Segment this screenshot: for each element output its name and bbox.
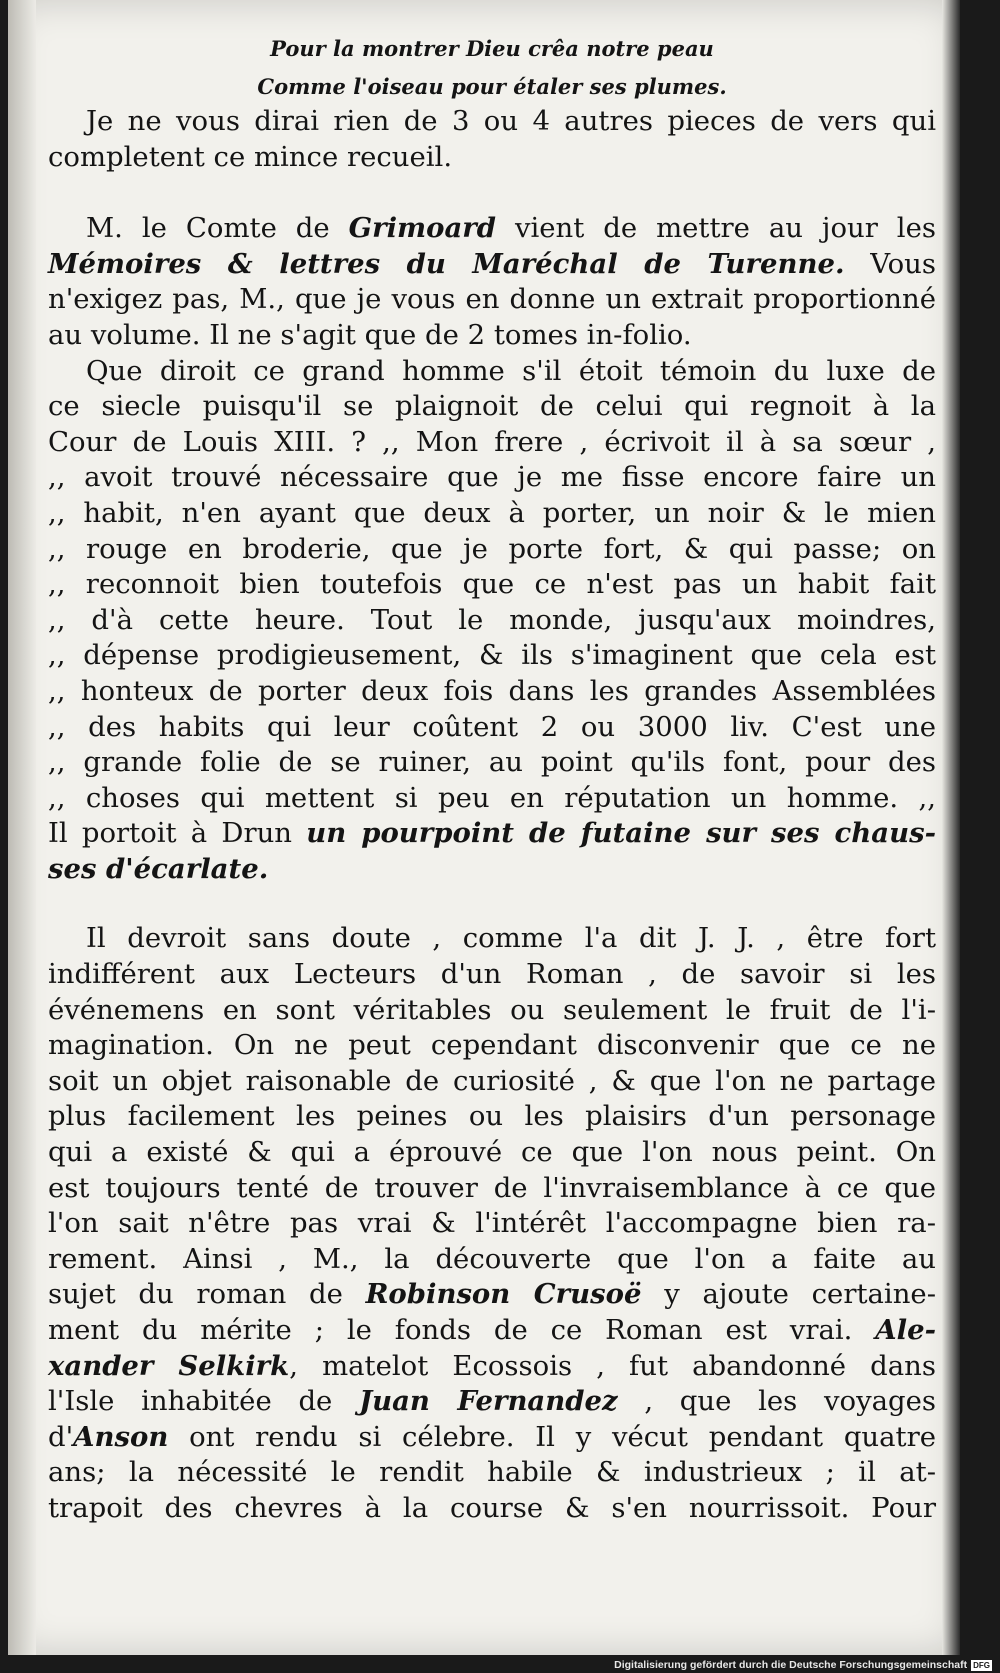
text-line: ses d'écarlate. (48, 852, 269, 885)
text-line: est toujours tenté de trouver de l'invraisemblance à ce que (48, 1171, 936, 1204)
text-line: magination. On ne peut cependant disconvenir que ce ne (48, 1029, 936, 1062)
digitization-credit (614, 1659, 992, 1671)
verse-line-1: Pour la montrer Dieu crêa notre peau (270, 36, 714, 61)
book-title: Mémoires & lettres du Maréchal de Turenne. (48, 247, 845, 280)
page-edge-shadow (942, 0, 960, 1655)
text-line: indifférent aux Lecteurs d'un Roman , de savoir si les (48, 958, 936, 991)
text-line: ,, avoit trouvé nécessaire que je me fisse encore faire un (48, 461, 936, 494)
verse-line-2: Comme l'oiseau pour étaler ses plumes. (257, 74, 727, 99)
author-name: Grimoard (348, 212, 497, 245)
text-line: ,, dépense prodigieusement, & ils s'imaginent que cela est (48, 639, 936, 672)
text-line: ans; la nécessité le rendit habile & industrieux ; il at- (48, 1456, 936, 1489)
text-line: Cour de Louis XIII. ? ,, Mon frere , écrivoit il à sa sœur , (48, 425, 936, 458)
text-line: qui a existé & qui a éprouvé ce que l'on nous peint. On (48, 1136, 936, 1169)
text-line: trapoit des chevres à la course & s'en nourrissoit. Pour (48, 1491, 936, 1524)
dfg-logo: DFG (973, 1660, 990, 1670)
text-line: ,, d'à cette heure. Tout le monde, jusqu'aux moindres, (48, 603, 936, 636)
page-text (48, 30, 936, 1527)
text-line: l'Isle inhabitée de Juan Fernandez , que les voyages (48, 1385, 937, 1418)
text-line: ,, honteux de porter deux fois dans les grandes Assemblées (48, 674, 936, 707)
paragraph-robinson (48, 921, 936, 1526)
text-line: Il devroit sans doute , comme l'a dit J. J. , être fort (86, 922, 936, 955)
paragraph-recueil: Je ne vous dirai rien de 3 ou 4 autres pieces de vers qui completent ce mince recueil. (48, 105, 936, 173)
scanned-page (8, 0, 960, 1655)
text-line: Que diroit ce grand homme s'il étoit témoin du luxe de (86, 354, 936, 387)
page-spine-shadow (8, 0, 36, 1655)
text-line: xander Selkirk, matelot Ecossois , fut abandonné dans (48, 1349, 936, 1382)
text-line: événemens en sont véritables ou seulement le fruit de l'i- (48, 993, 936, 1026)
text-line: ,, reconnoit bien toutefois que ce n'est pas un habit fait (48, 568, 936, 601)
paragraph-turenne: M. le Comte de Grimoard vient de mettre au jour les Mémoires & lettres du Maréchal de Turenne. Vous n'exigez pas, M., que je vous en donne un extrait proportionné au volume. Il ne s'agit que de 2 tomes in-folio. (48, 212, 936, 351)
text-line: d'Anson ont rendu si célebre. Il y vécut pendant quatre (48, 1420, 936, 1453)
text-line: plus facilement les peines ou les plaisirs d'un personage (48, 1100, 936, 1133)
text-line: ment du mérite ; le fonds de ce Roman est vrai. Ale- (48, 1314, 936, 1346)
text-line: ,, habit, n'en ayant que deux à porter, un noir & le mien (48, 496, 936, 529)
text-line: ,, grande folie de se ruiner, au point qu'ils font, pour des (48, 746, 936, 779)
paragraph-turenne-quote (48, 354, 936, 888)
credit-text: Digitalisierung gefördert durch die Deutsche Forschungsgemeinschaft (614, 1659, 968, 1671)
text-line: ce siecle puisqu'il se plaignoit de celui qui regnoit à la (48, 390, 936, 423)
text-line: ,, des habits qui leur coûtent 2 ou 3000 liv. C'est une (48, 710, 936, 743)
text-line: sujet du roman de Robinson Crusoë y ajoute certaine- (48, 1278, 936, 1311)
verse-quote (48, 30, 936, 106)
text-line: rement. Ainsi , M., la découverte que l'on a faite au (48, 1242, 936, 1275)
text-line: Il portoit à Drun un pourpoint de futaine sur ses chaus- (48, 817, 936, 850)
text-line: ,, choses qui mettent si peu en réputation un homme. ,, (48, 781, 936, 814)
text-line: ,, rouge en broderie, que je porte fort, & qui passe; on (48, 532, 936, 565)
text-line: l'on sait n'être pas vrai & l'intérêt l'accompagne bien ra- (48, 1207, 936, 1240)
text-line: soit un objet raisonable de curiosité , & que l'on ne partage (48, 1064, 936, 1097)
